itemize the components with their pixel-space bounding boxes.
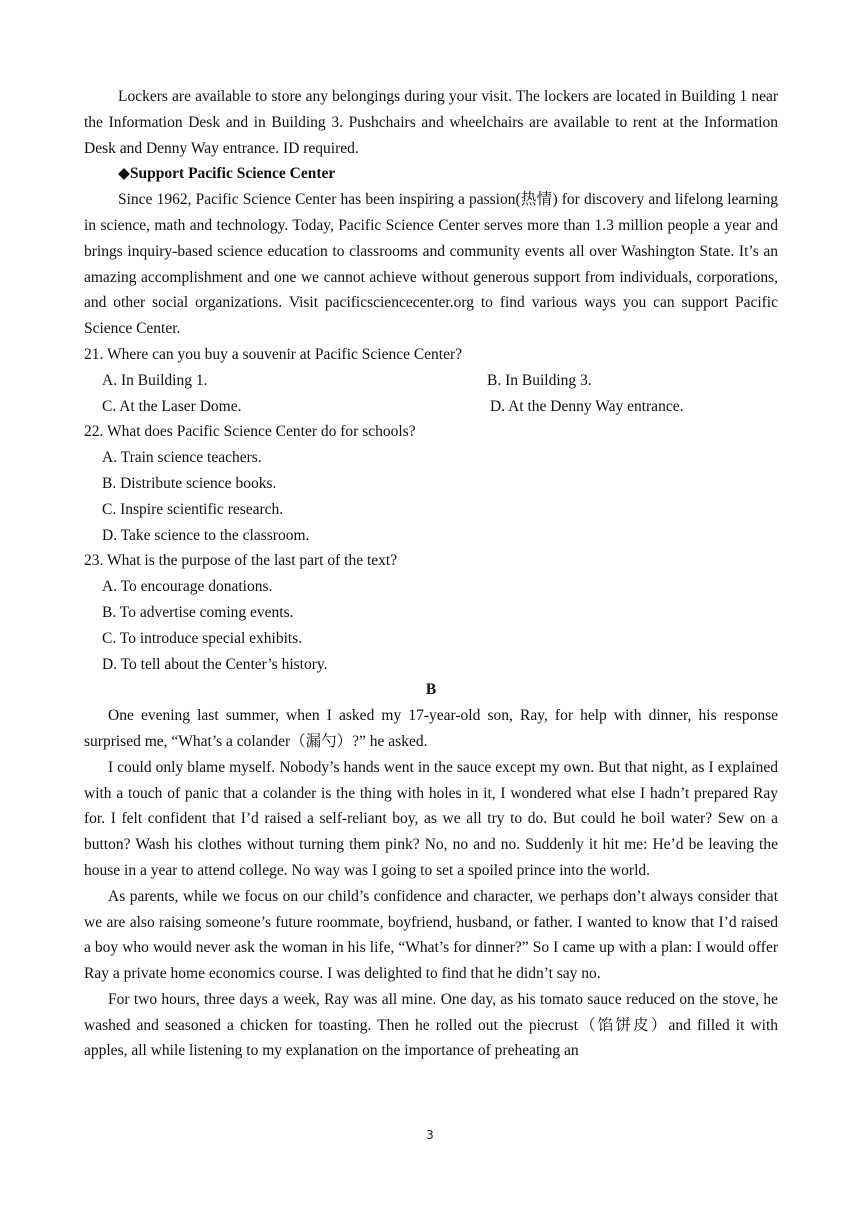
question-23: 23. What is the purpose of the last part of the text? (84, 552, 398, 570)
option-21-a: A. In Building 1. (102, 371, 208, 389)
option-21-c: C. At the Laser Dome. (102, 397, 242, 415)
page-number: 3 (426, 1128, 434, 1142)
question-21: 21. Where can you buy a souvenir at Pacific Science Center? (84, 345, 463, 363)
paragraph-lockers: Lockers are available to store any belongings during your visit. The lockers are located in Building 1 near the Information Desk and in Building 3. Pushchairs and wheelchairs are available to rent at the Information Desk and Denny Way entrance. ID required. (84, 88, 778, 157)
passage-b-paragraph-4: For two hours, three days a week, Ray was all mine. One day, as his tomato sauce reduced on the stove, he washed and seasoned a chicken for toasting. Then he rolled out the piecrust（馅饼皮）and filled it with apples, all while listening to my explanation on the importance of preheating an (84, 990, 778, 1060)
question-22: 22. What does Pacific Science Center do for schools? (84, 423, 416, 441)
option-23-d: D. To tell about the Center’s history. (102, 655, 328, 673)
option-21-d: D. At the Denny Way entrance. (490, 397, 684, 415)
option-23-c: C. To introduce special exhibits. (102, 629, 303, 647)
passage-b-paragraph-1: One evening last summer, when I asked my 17-year-old son, Ray, for help with dinner, his response surprised me, “What’s a colander（漏勺）?” he asked. (84, 707, 778, 750)
option-23-a: A. To encourage donations. (102, 578, 273, 596)
option-22-a: A. Train science teachers. (102, 449, 262, 467)
option-22-b: B. Distribute science books. (102, 474, 277, 492)
passage-b-paragraph-3: As parents, while we focus on our child’s confidence and character, we perhaps don’t always consider that we are also raising someone’s future roommate, boyfriend, husband, or father. I wanted to know that I’d raised a boy who would never ask the woman in his life, “What’s for dinner?” So I came up with a plan: I would offer Ray a private home economics course. I was delighted to find that he didn’t say no. (84, 887, 778, 983)
support-heading (84, 161, 778, 187)
option-22-d: D. Take science to the classroom. (102, 526, 310, 544)
question-21-options-row1 (84, 368, 778, 394)
option-23-b: B. To advertise coming events. (102, 603, 294, 621)
paragraph-support: Since 1962, Pacific Science Center has been inspiring a passion(热情) for discovery and lifelong learning in science, math and technology. Today, Pacific Science Center serves more than 1.3 million people a year and brings inquiry-based science education to classrooms and community events all over Washington State. It’s an amazing accomplishment and one we cannot achieve without generous support from individuals, corporations, and other social organizations. Visit pacificsciencecenter.org to find various ways you can support Pacific Science Center. (84, 191, 778, 338)
option-22-c: C. Inspire scientific research. (102, 500, 284, 518)
document-page (84, 84, 778, 1064)
section-heading-b: B (425, 681, 437, 699)
option-21-b: B. In Building 3. (487, 371, 592, 389)
passage-b-paragraph-2: I could only blame myself. Nobody’s hands went in the sauce except my own. But that night, as I explained with a touch of panic that a colander is the thing with holes in it, I wondered what else I hadn’t prepared Ray for. I felt confident that I’d raised a self-reliant boy, as we all try to do. But could he boil water? Sew on a button? Wash his clothes without turning them pink? No, no and no. Suddenly it hit me: He’d be leaving the house in a year to attend college. No way was I going to set a spoiled prince into the world. (84, 758, 778, 879)
question-21-options-row2 (84, 394, 778, 420)
support-heading-text: Support Pacific Science Center (129, 165, 336, 183)
diamond-icon: ◆ (118, 165, 130, 183)
